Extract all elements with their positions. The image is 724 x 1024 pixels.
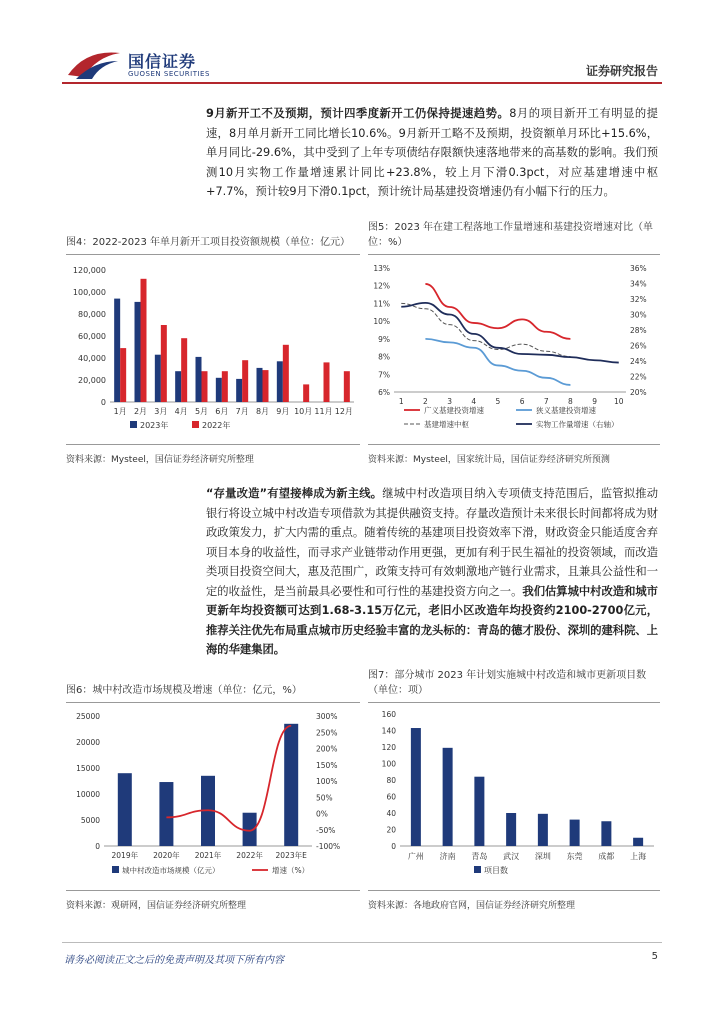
guosen-logo-icon [66, 47, 122, 81]
fig5-ytick-left: 8% [378, 352, 390, 362]
fig7-ytick-label: 80 [386, 776, 396, 785]
fig4-xtick-label: 9月 [276, 407, 290, 416]
fig4-chart [62, 258, 362, 438]
fig4-xtick-label: 8月 [255, 407, 270, 416]
fig5-ytick-left: 7% [378, 370, 390, 380]
logo-en-text: GUOSEN SECURITIES [128, 70, 210, 78]
page-number: 5 [651, 951, 658, 962]
fig5-xtick-label: 4 [471, 397, 477, 406]
fig6-bar [118, 773, 132, 846]
fig7-ytick-label: 40 [386, 809, 396, 818]
fig5-chart [364, 258, 664, 438]
fig6-xtick-label: 2020年 [153, 851, 180, 860]
fig4-ytick-label: 40,000 [78, 354, 106, 363]
fig6-growth-line [166, 726, 291, 831]
fig4-xtick-label: 2月 [133, 407, 148, 416]
fig4-bar-2022 [202, 371, 208, 402]
fig4-source: 资料来源：Mysteel，国信证券经济研究所整理 [66, 455, 254, 465]
fig7-bar [443, 748, 453, 846]
fig4-bar-2022 [303, 384, 309, 402]
fig5-ytick-left: 9% [378, 334, 390, 344]
fig7-legend-label: 项目数 [484, 866, 508, 875]
fig7-bar [570, 820, 580, 846]
fig4-bar-2022 [222, 371, 228, 402]
fig4-rule [66, 254, 360, 255]
fig4-bar-2022 [263, 370, 269, 402]
fig4-ytick-label: 100,000 [72, 288, 106, 297]
fig7-xtick-label: 东莞 [566, 852, 583, 861]
fig5-legend-label: 实物工作量增速（右轴） [536, 420, 619, 429]
fig6-xtick-label: 2021年 [194, 851, 222, 860]
fig7-xtick-label: 上海 [630, 852, 647, 861]
fig4-ytick-label: 120,000 [72, 266, 106, 275]
fig4-rule-bottom [66, 444, 360, 445]
fig5-line-broad [425, 284, 570, 339]
fig6-legend-swatch [112, 866, 119, 873]
fig7-ytick-label: 140 [381, 726, 396, 736]
fig4-bar-2022 [344, 371, 350, 402]
fig5-legend-label: 狭义基建投资增速 [536, 406, 596, 415]
fig5-line-physical [401, 303, 619, 363]
fig6-chart [62, 706, 362, 886]
fig4-xtick-label: 4月 [174, 407, 188, 416]
fig4-bar-2023 [155, 355, 161, 402]
fig4-title: 图4：2022-2023 年单月新开工项目投资额规模（单位：亿元） [66, 237, 351, 248]
fig4-bar-2022 [324, 362, 330, 402]
fig6-xtick-label: 2023年E [275, 851, 307, 860]
fig4-bar-2022 [141, 279, 147, 402]
fig4-xtick-label: 7月 [235, 407, 249, 416]
fig5-legend-label: 广义基建投资增速 [424, 406, 484, 415]
paragraph-stock-renovation [206, 484, 658, 660]
fig6-legend-label: 增速（%） [272, 866, 310, 875]
fig4-bar-2022 [161, 325, 167, 402]
fig6-source: 资料来源：观研网，国信证券经济研究所整理 [66, 901, 247, 911]
fig6-ytick-right: 100% [316, 777, 338, 786]
fig5-title: 图5：2023 年在建工程落地工作量增速和基建投资增速对比（单位：%） [368, 222, 653, 248]
fig7-bar [601, 821, 611, 846]
fig5-xtick-label: 10 [613, 397, 624, 406]
fig6-ytick-left: 0 [95, 842, 100, 851]
fig4-xtick-label: 3月 [154, 407, 168, 416]
fig5-rule [368, 254, 660, 255]
fig4-bar-2023 [257, 368, 263, 402]
fig6-ytick-left: 5000 [80, 816, 100, 825]
fig4-xtick-label: 5月 [194, 407, 209, 416]
fig5-xtick-label: 9 [592, 397, 597, 406]
fig5-legend-label: 基建增速中枢 [424, 420, 469, 429]
footer-divider [62, 942, 662, 943]
fig7-xtick-label: 青岛 [471, 852, 488, 861]
fig5-ytick-left: 10% [373, 317, 390, 327]
fig4-bar-2023 [236, 379, 242, 402]
fig5-source: 资料来源：Mysteel，国家统计局，国信证券经济研究所预测 [368, 455, 610, 465]
paragraph2-lead: “存量改造”有望接棒成为新主线。 [206, 487, 383, 500]
fig4-ytick-label: 80,000 [78, 310, 106, 319]
fig4-bar-2023 [196, 357, 202, 402]
fig7-xtick-label: 武汉 [503, 852, 520, 861]
fig5-ytick-left: 6% [378, 388, 390, 397]
fig4-bar-2022 [242, 360, 248, 402]
fig4-legend-label: 2022年 [202, 421, 231, 430]
fig7-bar [538, 814, 548, 846]
fig6-rule-bottom [66, 890, 360, 891]
fig4-bar-2023 [277, 361, 283, 402]
fig5-ytick-right: 26% [630, 341, 647, 351]
fig4-ytick-label: 0 [100, 398, 106, 407]
fig5-xtick-label: 6 [519, 397, 525, 406]
fig4-bar-2022 [283, 345, 289, 402]
fig5-xtick-label: 1 [398, 397, 404, 406]
fig4-xtick-label: 10月 [294, 407, 313, 416]
fig6-ytick-left: 15000 [76, 764, 100, 773]
fig7-bar [411, 728, 421, 846]
fig7-ytick-label: 20 [386, 825, 396, 835]
fig4-bar-2023 [216, 378, 222, 402]
fig6-ytick-left: 10000 [76, 790, 100, 799]
fig6-rule [66, 702, 360, 703]
fig4-bar-2022 [181, 338, 187, 402]
paragraph2-tail: 我们估算城中村改造和城市更新年均投资额可达到1.68-3.15万亿元，老旧小区改造年均投资约2100-2700亿元，推荐关注优先布局重点城市历史经验丰富的龙头标的：青岛的德才股份、深圳的建科院、上海的华建集团。 [206, 584, 658, 656]
fig7-ytick-label: 60 [386, 792, 396, 802]
fig6-ytick-right: 0% [316, 809, 328, 819]
fig5-xtick-label: 2 [423, 397, 428, 406]
fig7-rule-bottom [368, 890, 660, 891]
fig7-xtick-label: 广州 [407, 852, 424, 861]
paragraph-body: 8月的项目新开工有明显的提速，8月单月新开工同比增长10.6%。9月新开工略不及预期，投资额单月环比+15.6%，单月同比-29.6%，其中受到了上年专项债结存限额快速落地带来的高基数的影响。我们预测10月实物工作量增速累计同比+23.8%，较上月下滑0.3pct，对应基建增速中枢+7.7%，预计较9月下滑0.1pct，预计统计局基建投资增速仍有小幅下行的压力。 [206, 107, 658, 198]
fig4-bar-2022 [120, 348, 126, 402]
fig5-xtick-label: 8 [568, 397, 573, 406]
fig7-ytick-label: 160 [381, 710, 396, 719]
footer-disclaimer: 请务必阅读正文之后的免责声明及其项下所有内容 [64, 955, 284, 966]
fig6-legend-label: 城中村改造市场规模（亿元） [122, 866, 220, 875]
fig5-ytick-right: 32% [630, 295, 647, 304]
fig7-source: 资料来源：各地政府官网，国信证券经济研究所整理 [368, 901, 576, 911]
fig7-xtick-label: 济南 [439, 852, 456, 861]
fig6-ytick-left: 25000 [76, 712, 100, 721]
paragraph-lead: 9月新开工不及预期，预计四季度新开工仍保持提速趋势。 [206, 107, 510, 120]
fig7-title: 图7：部分城市 2023 年计划实施城中村改造和城市更新项目数（单位：项） [368, 670, 647, 696]
fig6-xtick-label: 2019年 [111, 851, 139, 860]
fig4-bar-2023 [175, 371, 181, 402]
fig5-ytick-left: 12% [373, 281, 390, 291]
header-divider [62, 82, 662, 84]
fig6-ytick-right: 150% [316, 760, 338, 770]
fig5-line-center [401, 303, 570, 356]
fig4-bar-2023 [135, 302, 141, 402]
fig5-ytick-right: 24% [630, 357, 647, 366]
fig5-xtick-label: 5 [495, 397, 501, 406]
fig6-ytick-left: 20000 [76, 738, 100, 747]
fig7-bar [633, 838, 643, 846]
fig6-ytick-right: -100% [316, 842, 341, 851]
fig7-xtick-label: 成都 [598, 852, 615, 861]
fig5-line-narrow [425, 339, 570, 385]
fig4-xtick-label: 11月 [314, 407, 333, 416]
fig7-bar [474, 777, 484, 846]
fig6-bar [284, 724, 298, 846]
fig4-ytick-label: 20,000 [78, 376, 106, 385]
fig6-ytick-right: -50% [316, 825, 336, 835]
paragraph2-body: 继城中村改造项目纳入专项债支持范围后，监管拟推动银行将设立城中村改造专项借款为其提供融资支持。存量改造预计未来很长时间都将成为财政政策发力，扩大内需的重点。随着传统的基建项目投资效率下滑，财政资金只能适度舍弃项目本身的收益性，而寻求产业链带动作用更强，更加有利于民生福祉的投资领域，而改造类项目投资空间大，惠及范围广，政策支持可有效刺激地产链行业需求，且兼具公益性和一定的收益性，是当前最具必要性和可行性的基建投资方向之一。 [206, 487, 658, 598]
fig4-bar-2023 [114, 299, 120, 402]
report-type: 证券研究报告 [585, 64, 658, 78]
fig7-ytick-label: 100 [381, 759, 396, 769]
fig4-xtick-label: 6月 [215, 407, 229, 416]
fig4-legend-swatch [192, 421, 199, 428]
logo-cn-text: 国信证券 [128, 52, 197, 71]
fig4-legend-swatch [130, 421, 137, 428]
fig7-bar [506, 813, 516, 846]
fig5-ytick-left: 13% [373, 264, 390, 273]
fig7-ytick-label: 0 [391, 842, 396, 851]
fig6-ytick-right: 50% [316, 793, 333, 803]
fig5-ytick-right: 28% [630, 326, 647, 335]
fig5-ytick-right: 34% [630, 279, 647, 289]
fig6-ytick-right: 250% [316, 728, 338, 738]
fig4-ytick-label: 60,000 [78, 332, 106, 341]
fig7-rule [368, 702, 660, 703]
fig7-chart [364, 706, 664, 886]
fig6-xtick-label: 2022年 [236, 851, 263, 860]
fig4-legend-label: 2023年 [140, 421, 169, 430]
fig5-rule-bottom [368, 444, 660, 445]
fig5-xtick-label: 3 [447, 397, 452, 406]
paragraph-new-construction [206, 104, 658, 202]
fig6-title: 图6：城中村改造市场规模及增速（单位：亿元，%） [66, 685, 302, 696]
fig5-ytick-right: 36% [630, 264, 647, 273]
fig7-legend-swatch [474, 866, 481, 873]
fig5-xtick-label: 7 [543, 397, 549, 406]
fig7-ytick-label: 120 [381, 743, 396, 752]
fig5-ytick-right: 30% [630, 310, 647, 320]
fig7-xtick-label: 深圳 [534, 852, 551, 861]
fig6-bar [159, 782, 173, 846]
fig4-xtick-label: 12月 [334, 407, 353, 416]
fig4-xtick-label: 1月 [113, 407, 127, 416]
fig5-ytick-right: 20% [630, 388, 647, 397]
fig5-ytick-left: 11% [373, 299, 390, 309]
fig6-ytick-right: 300% [316, 712, 338, 721]
fig5-ytick-right: 22% [630, 372, 647, 382]
fig6-ytick-right: 200% [316, 744, 338, 754]
